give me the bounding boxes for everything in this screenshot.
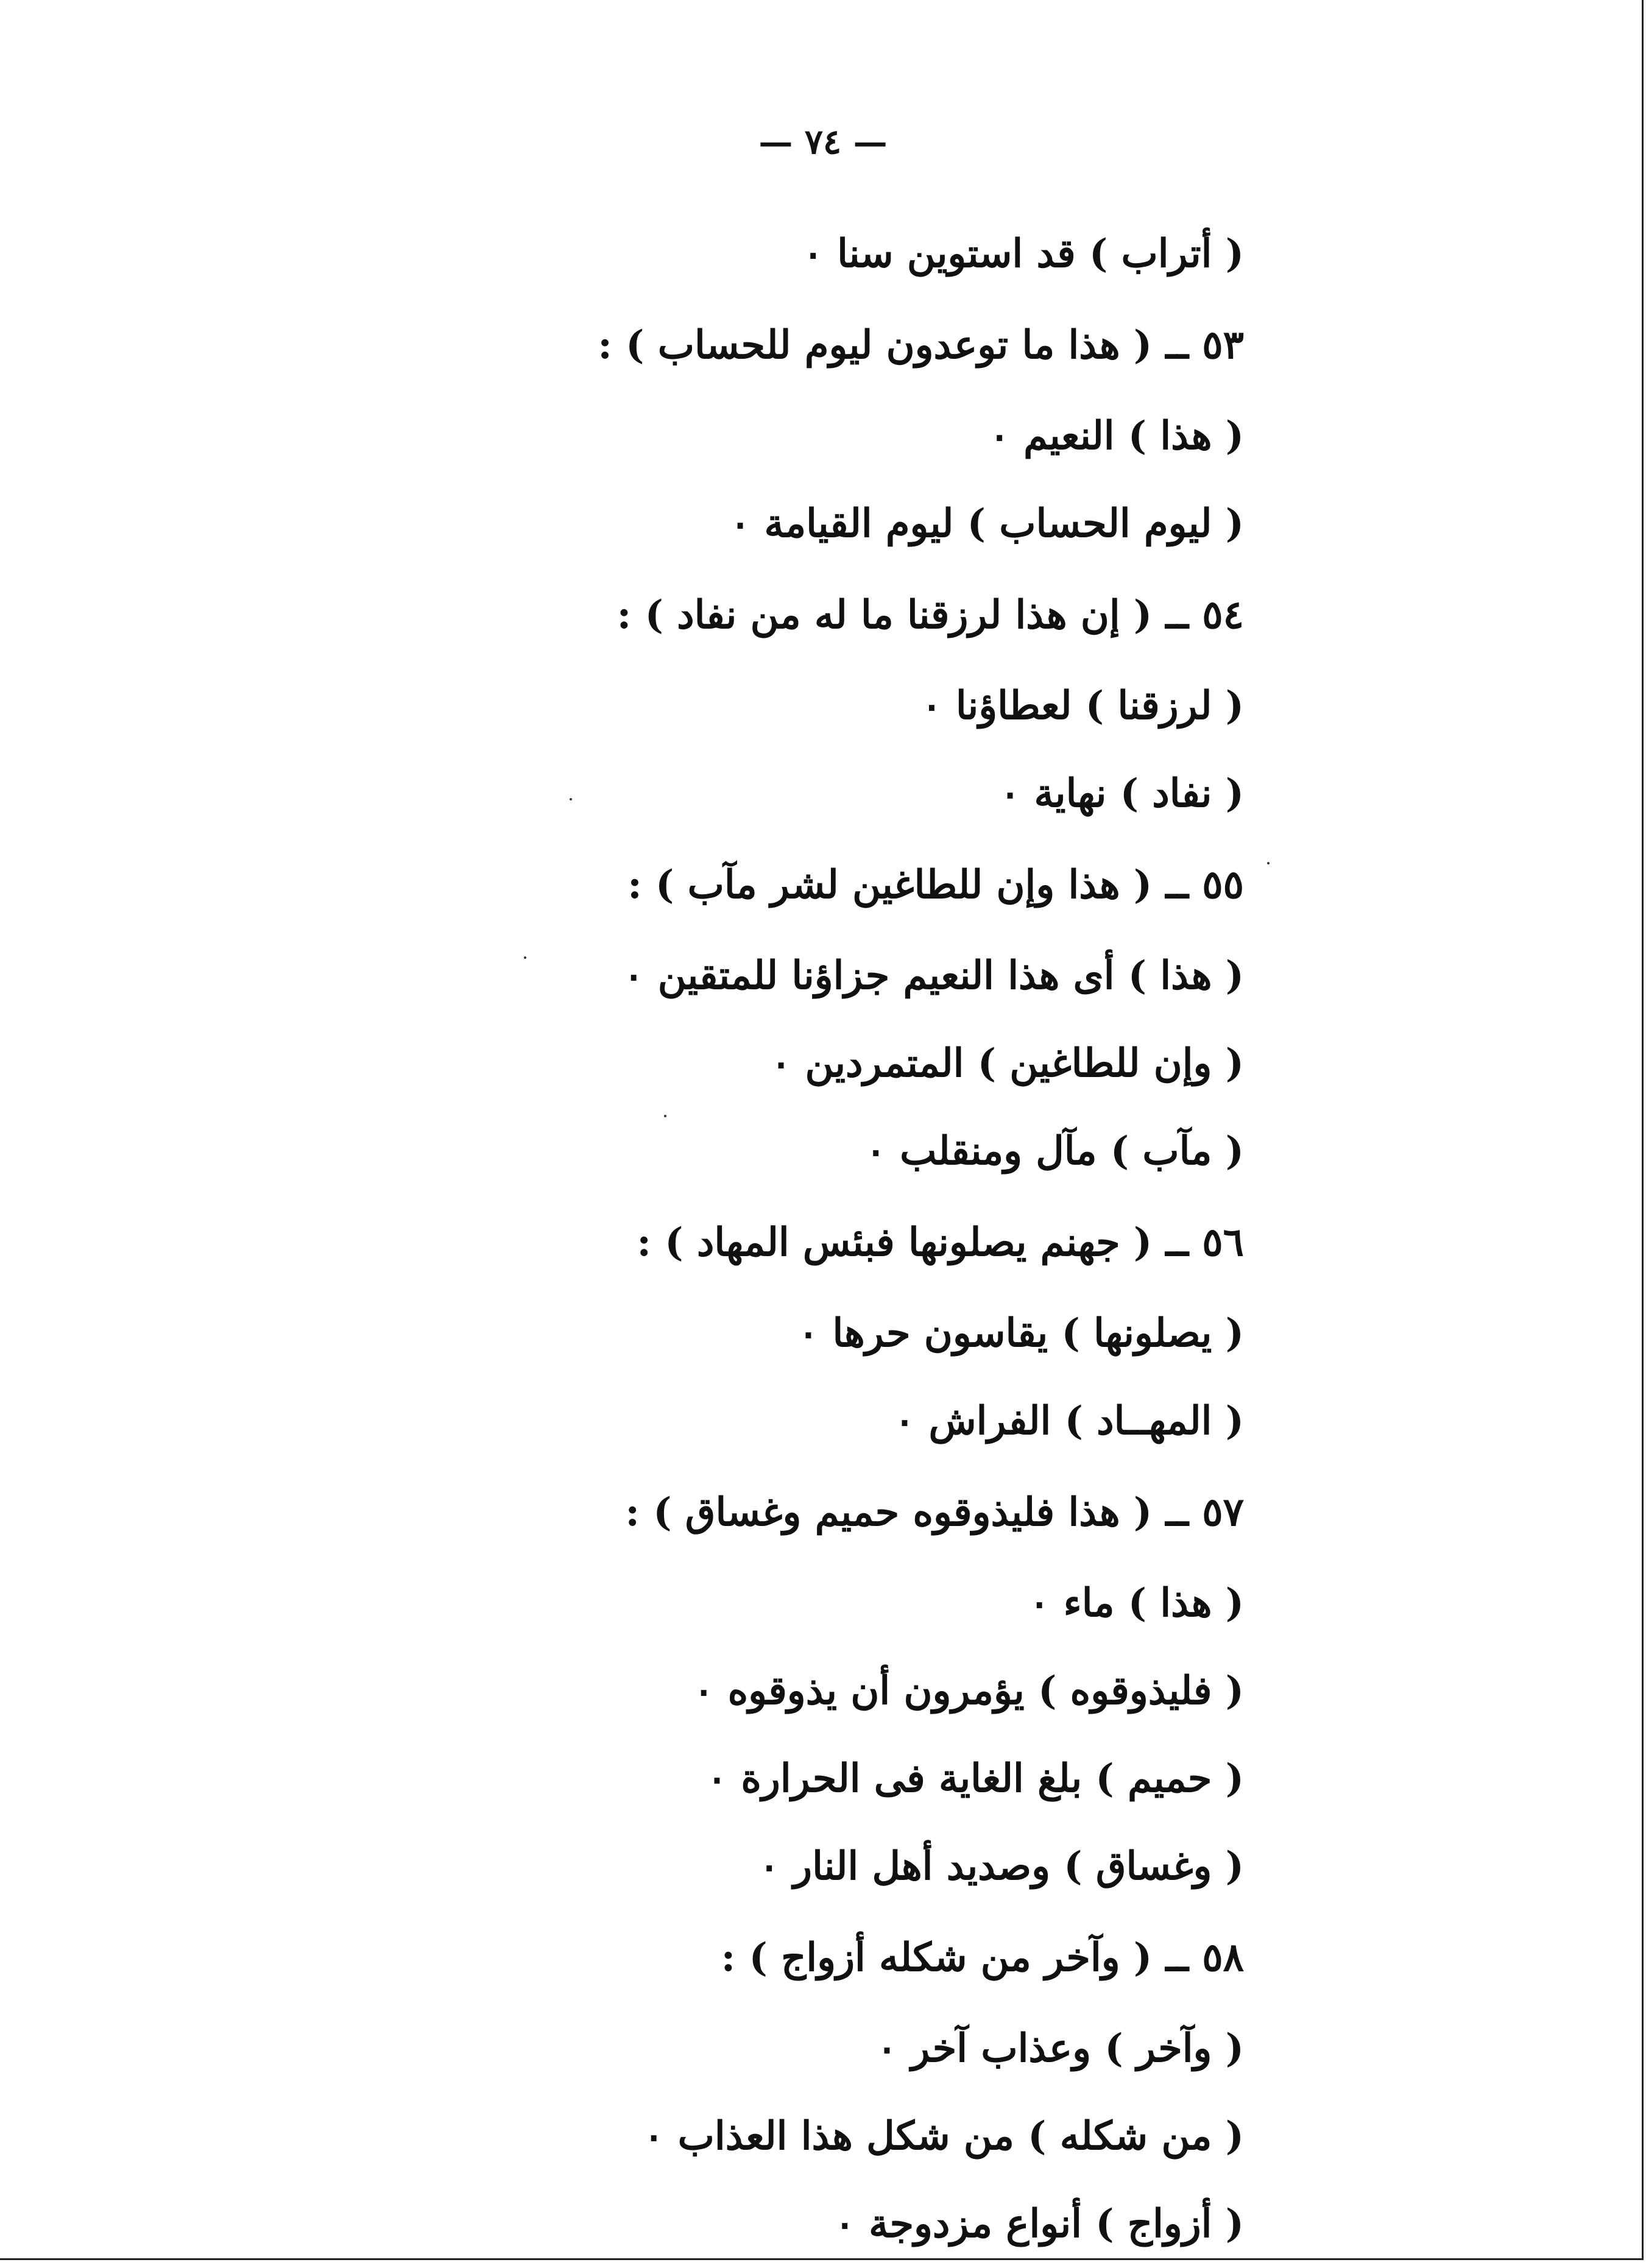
verse-heading: ٥٧ ــ ( هذا فليذوقوه حميم وغساق ) : [625, 1489, 1244, 1535]
text-line: ( من شكله ) من شكل هذا العذاب ٠ [643, 2113, 1244, 2159]
verse-heading: ٥٨ ــ ( وآخر من شكله أزواج ) : [721, 1935, 1244, 1980]
text-line: ( يصلونها ) يقاسون حرها ٠ [797, 1310, 1244, 1356]
text-line: ( المهــاد ) الفراش ٠ [894, 1398, 1244, 1444]
scan-speck [570, 798, 572, 800]
text-line: ( هذا ) أى هذا النعيم جزاؤنا للمتقين ٠ [623, 953, 1244, 998]
verse-heading: ٥٦ ــ ( جهنم يصلونها فبئس المهاد ) : [637, 1220, 1244, 1265]
scan-speck [664, 1115, 666, 1117]
text-line: ( مآب ) مآل ومنقلب ٠ [865, 1128, 1244, 1174]
text-line: ( ليوم الحساب ) ليوم القيامة ٠ [729, 501, 1244, 546]
text-line: ( لرزقنا ) لعطاؤنا ٠ [921, 683, 1244, 729]
scan-speck [524, 956, 526, 959]
text-line: ( أزواج ) أنواع مزدوجة ٠ [834, 2201, 1244, 2247]
text-line: ( وإن للطاغين ) المتمردين ٠ [770, 1040, 1244, 1086]
text-line: ( فليذوقوه ) يؤمرون أن يذوقوه ٠ [693, 1668, 1244, 1714]
text-line: ( حميم ) بلغ الغاية فى الحرارة ٠ [706, 1756, 1244, 1801]
page-body [208, 210, 1244, 2268]
text-line: ( وغساق ) وصديد أهل النار ٠ [758, 1843, 1244, 1889]
verse-heading: ٥٥ ــ ( هذا وإن للطاغين لشر مآب ) : [627, 862, 1244, 908]
text-line: ( هذا ) ماء ٠ [1028, 1580, 1244, 1626]
page-number: — ٧٤ — [758, 122, 888, 162]
text-line: ( هذا ) النعيم ٠ [989, 413, 1244, 459]
text-line: ( وآخر ) وعذاب آخر ٠ [876, 2026, 1244, 2071]
text-line: ( أتراب ) قد استوين سنا ٠ [802, 231, 1244, 277]
verse-heading: ٥٤ ــ ( إن هذا لرزقنا ما له من نفاد ) : [616, 592, 1244, 638]
text-line: ( نفاد ) نهاية ٠ [999, 771, 1244, 816]
verse-heading: ٥٣ ــ ( هذا ما توعدون ليوم للحساب ) : [598, 322, 1244, 368]
scan-speck [1267, 862, 1270, 864]
